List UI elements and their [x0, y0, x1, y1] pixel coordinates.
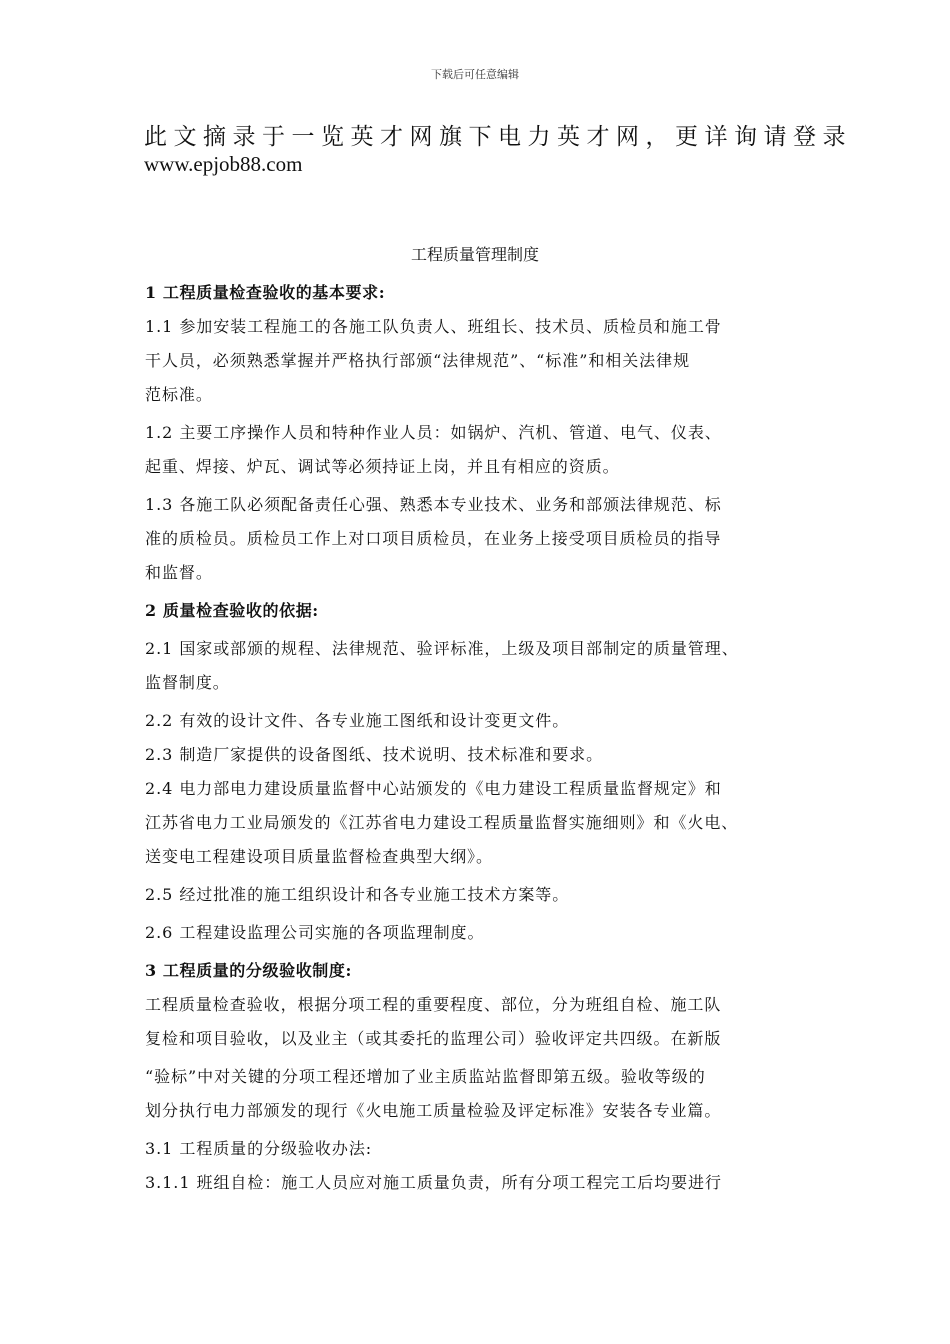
header-note: 下载后可任意编辑 [431, 68, 519, 81]
body-line: 2.4 电力部电力建设质量监督中心站颁发的《电力建设工程质量监督规定》和 [145, 779, 722, 798]
body-line: 1.2 主要工序操作人员和特种作业人员：如锅炉、汽机、管道、电气、仪表、 [145, 423, 722, 442]
body-line: 复检和项目验收，以及业主（或其委托的监理公司）验收评定共四级。在新版 [145, 1029, 722, 1048]
body-line: 3.1.1 班组自检：施工人员应对施工质量负责，所有分项工程完工后均要进行 [145, 1173, 722, 1192]
intro-text: 此文摘录于一览英才网旗下电力英才网，更详询请登录 [144, 124, 852, 150]
body-line: 2.6 工程建设监理公司实施的各项监理制度。 [145, 923, 485, 942]
body-line: 1.3 各施工队必须配备责任心强、熟悉本专业技术、业务和部颁法律规范、标 [145, 495, 722, 514]
body-line: 1.1 参加安装工程施工的各施工队负责人、班组长、技术员、质检员和施工骨 [145, 317, 722, 336]
body-line: 划分执行电力部颁发的现行《火电施工质量检验及评定标准》安装各专业篇。 [145, 1101, 722, 1120]
body-line: 和监督。 [145, 563, 213, 582]
body-line: 2.3 制造厂家提供的设备图纸、技术说明、技术标准和要求。 [145, 745, 604, 764]
body-line: 送变电工程建设项目质量监督检查典型大纲》。 [145, 847, 493, 866]
body-line: 江苏省电力工业局颁发的《江苏省电力建设工程质量监督实施细则》和《火电、 [145, 813, 739, 832]
body-line: “验标”中对关键的分项工程还增加了业主质监站监督即第五级。验收等级的 [145, 1067, 706, 1086]
body-line: 3.1 工程质量的分级验收办法: [145, 1139, 373, 1158]
body-line: 工程质量检查验收，根据分项工程的重要程度、部位，分为班组自检、施工队 [145, 995, 722, 1014]
body-line: 2.5 经过批准的施工组织设计和各专业施工技术方案等。 [145, 885, 570, 904]
body-line: 干人员，必须熟悉掌握并严格执行部颁“法律规范”、“标准”和相关法律规 [145, 351, 691, 370]
body-line: 2.1 国家或部颁的规程、法律规范、验评标准，上级及项目部制定的质量管理、 [145, 639, 739, 658]
body-line: 起重、焊接、炉瓦、调试等必须持证上岗，并且有相应的资质。 [145, 457, 620, 476]
section-heading: 1 工程质量检查验收的基本要求: [145, 283, 386, 302]
document-title: 工程质量管理制度 [410, 245, 539, 264]
section-heading: 2 质量检查验收的依据: [145, 601, 319, 620]
body-line: 监督制度。 [145, 673, 230, 692]
section-heading: 3 工程质量的分级验收制度: [145, 961, 353, 980]
body-line: 范标准。 [145, 385, 213, 404]
body-line: 2.2 有效的设计文件、各专业施工图纸和设计变更文件。 [145, 711, 570, 730]
intro-url: www.epjob88.com [144, 152, 303, 176]
body-line: 准的质检员。质检员工作上对口项目质检员，在业务上接受项目质检员的指导 [145, 529, 722, 548]
